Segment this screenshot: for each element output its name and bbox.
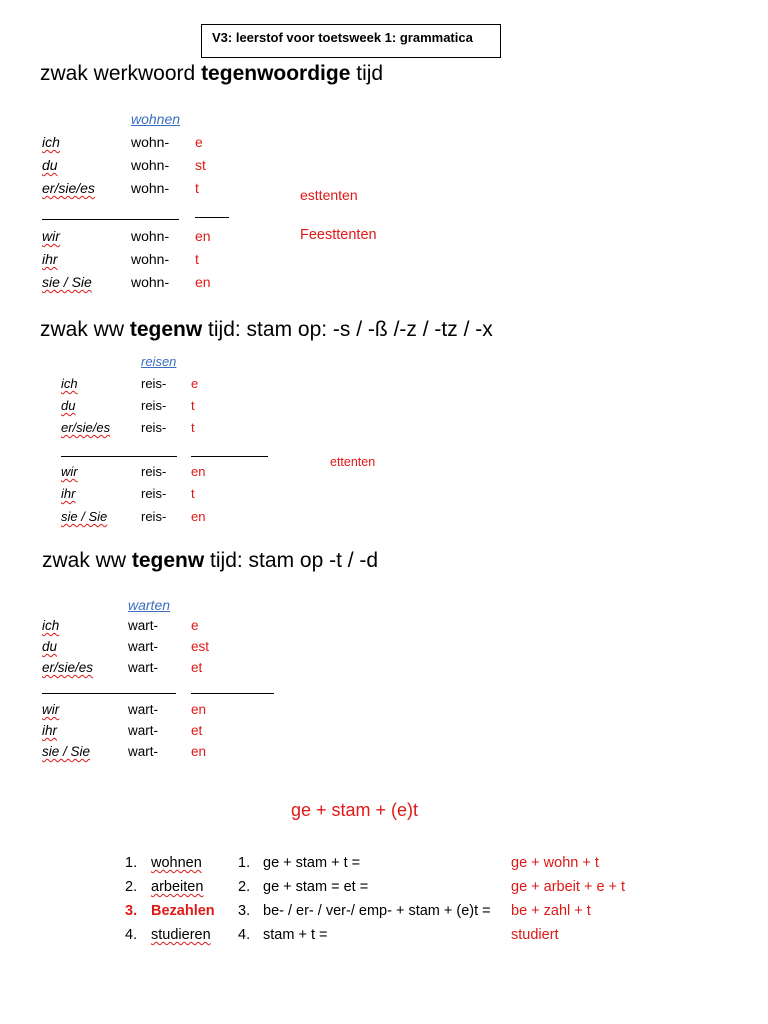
list-number: 3. xyxy=(125,903,138,919)
pronoun: wir xyxy=(42,702,60,717)
mnemonic: Feesttenten xyxy=(300,227,377,243)
heading-text: tijd xyxy=(350,62,384,85)
verb-stem: wohn- xyxy=(131,157,170,173)
pronoun: wir xyxy=(42,228,60,244)
pronoun: du xyxy=(42,157,58,173)
list-number: 1. xyxy=(125,855,138,871)
verb-ending: e xyxy=(191,618,199,633)
rule-number: 3. xyxy=(238,903,251,919)
verb-stem: wart- xyxy=(128,702,158,717)
divider-line xyxy=(191,693,274,694)
list-verb: arbeiten xyxy=(151,879,204,895)
divider-line xyxy=(195,217,229,218)
pronoun: ich xyxy=(42,618,60,633)
list-verb: studieren xyxy=(151,927,211,943)
verb-stem: reis- xyxy=(141,486,167,501)
mnemonic: ettenten xyxy=(330,455,376,469)
rule-number: 2. xyxy=(238,879,251,895)
verb-stem: wart- xyxy=(128,618,158,633)
verb-ending: et xyxy=(191,660,203,675)
pronoun: sie / Sie xyxy=(61,509,108,524)
pronoun: du xyxy=(42,639,58,654)
pronoun: sie / Sie xyxy=(42,274,92,290)
verb-ending: en xyxy=(191,509,206,524)
verb-stem: wohn- xyxy=(131,134,170,150)
heading-bold-text: tegenw xyxy=(131,549,205,572)
verb-ending: t xyxy=(195,180,199,196)
verb-stem: reis- xyxy=(141,420,167,435)
pronoun: du xyxy=(61,398,76,413)
heading-text: zwak ww xyxy=(42,549,132,572)
verb-stem: wohn- xyxy=(131,251,170,267)
heading-text: zwak ww xyxy=(40,318,130,341)
rule-number: 4. xyxy=(238,927,251,943)
verb-ending: en xyxy=(191,464,206,479)
pronoun: sie / Sie xyxy=(42,744,91,759)
pronoun: er/sie/es xyxy=(42,180,95,196)
list-number: 2. xyxy=(125,879,138,895)
list-number: 4. xyxy=(125,927,138,943)
rule-text: ge + stam + t = xyxy=(263,855,361,871)
section2-heading xyxy=(40,318,493,342)
rule-result: ge + wohn + t xyxy=(511,855,599,871)
verb-ending: t xyxy=(195,251,199,267)
section3-heading xyxy=(42,549,378,573)
divider-line xyxy=(191,456,268,457)
list-verb: wohnen xyxy=(151,855,202,871)
verb-stem: wart- xyxy=(128,660,158,675)
verb-ending: en xyxy=(195,228,211,244)
rule-result: be + zahl + t xyxy=(511,903,591,919)
section1-heading xyxy=(40,62,383,86)
verb-ending: t xyxy=(191,420,195,435)
verb-ending: e xyxy=(191,376,199,391)
verb-stem: reis- xyxy=(141,464,167,479)
verb-ending: st xyxy=(195,157,206,173)
divider-line xyxy=(42,693,176,694)
verb-stem: wart- xyxy=(128,744,158,759)
heading-bold-text: tegenwoordige xyxy=(201,62,351,85)
pronoun: ihr xyxy=(42,251,58,267)
verb-stem: reis- xyxy=(141,509,167,524)
verb-ending: t xyxy=(191,398,195,413)
pronoun: er/sie/es xyxy=(61,420,111,435)
verb-stem: wohn- xyxy=(131,180,170,196)
divider-line xyxy=(42,219,179,220)
heading-text: tijd: stam op -t / -d xyxy=(204,549,379,572)
heading-text: zwak werkwoord xyxy=(40,62,202,85)
pronoun: er/sie/es xyxy=(42,660,94,675)
verb-stem: wohn- xyxy=(131,228,170,244)
verb-stem: wart- xyxy=(128,723,158,738)
document-header-title: V3: leerstof voor toetsweek 1: grammatica xyxy=(201,24,501,58)
verb-infinitive: wohnen xyxy=(131,111,181,127)
rule-result: ge + arbeit + e + t xyxy=(511,879,626,895)
verb-infinitive: warten xyxy=(128,597,171,613)
perfect-participle-formula: ge + stam + (e)t xyxy=(291,800,419,820)
verb-ending: t xyxy=(191,486,195,501)
verb-infinitive: reisen xyxy=(141,354,177,369)
verb-ending: en xyxy=(191,702,207,717)
pronoun: ich xyxy=(61,376,78,391)
list-verb: Bezahlen xyxy=(151,903,215,919)
verb-ending: et xyxy=(191,723,203,738)
pronoun: ihr xyxy=(42,723,58,738)
pronoun: wir xyxy=(61,464,78,479)
pronoun: ihr xyxy=(61,486,76,501)
rule-text: ge + stam = et = xyxy=(263,879,369,895)
rule-text: stam + t = xyxy=(263,927,328,943)
verb-ending: est xyxy=(191,639,210,654)
rule-text: be- / er- / ver-/ emp- + stam + (e)t = xyxy=(263,903,491,919)
verb-stem: wart- xyxy=(128,639,158,654)
verb-stem: reis- xyxy=(141,398,167,413)
divider-line xyxy=(61,456,177,457)
rule-number: 1. xyxy=(238,855,251,871)
heading-text: tijd: stam op: -s / -ß /-z / -tz / -x xyxy=(202,318,493,341)
verb-stem: reis- xyxy=(141,376,167,391)
mnemonic: esttenten xyxy=(300,187,358,203)
verb-ending: en xyxy=(191,744,207,759)
heading-bold-text: tegenw xyxy=(129,318,203,341)
rule-result: studiert xyxy=(511,927,559,943)
verb-stem: wohn- xyxy=(131,274,170,290)
verb-ending: en xyxy=(195,274,211,290)
pronoun: ich xyxy=(42,134,60,150)
verb-ending: e xyxy=(195,134,203,150)
